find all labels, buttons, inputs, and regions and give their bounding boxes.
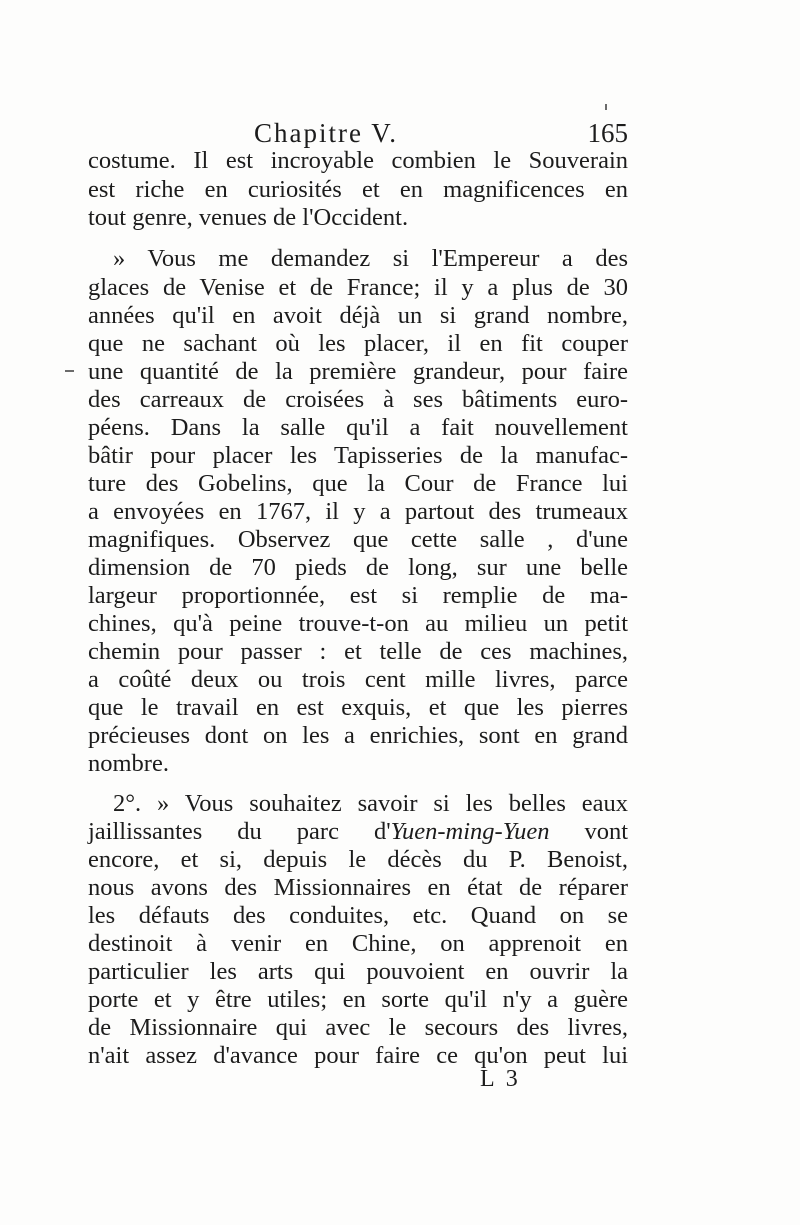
signature-mark: L 3 [480,1066,521,1092]
text-line: destinoit à venir en Chine, on apprenoit en [88,930,628,957]
text-line: nous avons des Missionnaires en état de réparer [88,874,628,901]
text-line: est riche en curiosités et en magnificences en [88,176,628,203]
text-line: a envoyées en 1767, il y a partout des trumeaux [88,498,628,525]
text-line: années qu'il en avoit déjà un si grand nombre, [88,302,628,329]
text-line: » Vous me demandez si l'Empereur a des [113,245,628,272]
text-line: porte et y être utiles; en sorte qu'il n'y a guère [88,986,628,1013]
text-line: de Missionnaire qui avec le secours des livres, [88,1014,628,1041]
text-line: largeur proportionnée, est si remplie de ma- [88,582,628,609]
text-line: péens. Dans la salle qu'il a fait nouvellement [88,414,628,441]
text-line: des carreaux de croisées à ses bâtiments euro- [88,386,628,413]
text-line: que le travail en est exquis, et que les pierres [88,694,628,721]
text-line: n'ait assez d'avance pour faire ce qu'on peut lui [88,1042,628,1069]
running-head: Chapitre V. [254,118,399,148]
text-line: les défauts des conduites, etc. Quand on se [88,902,628,929]
print-mark [65,370,74,372]
text-line: magnifiques. Observez que cette salle , d'une [88,526,628,553]
text-line: glaces de Venise et de France; il y a plus de 30 [88,274,628,301]
print-mark [605,104,607,110]
page-number: 165 [587,118,628,148]
text-span: jaillissantes du parc d' [88,818,391,845]
text-line: costume. Il est incroyable combien le Souverain [88,147,628,174]
text-span: vont [549,818,629,845]
text-line: bâtir pour placer les Tapisseries de la manufac- [88,442,628,469]
text-line: a coûté deux ou trois cent mille livres, parce [88,666,628,693]
place-name-italic: Yuen-ming-Yuen [390,818,550,845]
text-line: précieuses dont on les a enrichies, sont en grand [88,722,628,749]
text-line: chines, qu'à peine trouve-t-on au milieu un petit [88,610,628,637]
text-line: 2°. » Vous souhaitez savoir si les belles eaux [113,790,628,817]
text-line: chemin pour passer : et telle de ces machines, [88,638,628,665]
text-line: dimension de 70 pieds de long, sur une belle [88,554,628,581]
text-line: nombre. [88,750,169,777]
text-line: particulier les arts qui pouvoient en ouvrir la [88,958,628,985]
text-line: tout genre, venues de l'Occident. [88,204,409,231]
text-line: ture des Gobelins, que la Cour de France lui [88,470,628,497]
text-line: que ne sachant où les placer, il en fit couper [88,330,628,357]
text-line: encore, et si, depuis le décès du P. Benoist, [88,846,628,873]
text-line: une quantité de la première grandeur, pour faire [88,358,628,385]
